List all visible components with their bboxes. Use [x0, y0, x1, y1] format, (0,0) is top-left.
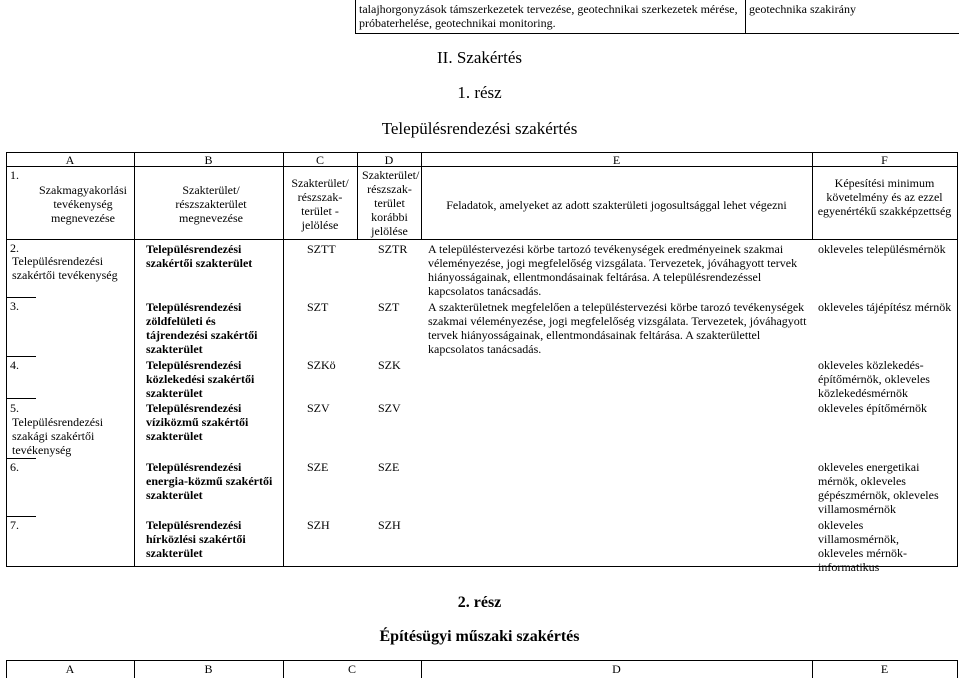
former-code-cell: SZT [378, 300, 400, 314]
former-code-cell: SZE [378, 460, 400, 474]
field-cell: Településrendezési víziközmű szakértői szakterület [146, 401, 249, 443]
code-cell: SZTT [307, 242, 336, 256]
qualification-cell: okleveles villamosmérnök, okleveles mérnök-informatikus [818, 518, 907, 574]
header-qualification: Képesítési minimum követelmény és az ezzel egyenértékű szakképzettség [817, 176, 952, 218]
field-cell: Településrendezési közlekedési szakértői szakterület [146, 358, 255, 400]
field-cell: Településrendezési szakértői szakterület [146, 242, 253, 270]
column-letter-a: A [65, 662, 75, 676]
column-letter-e: E [612, 153, 621, 167]
part-title: Építésügyi műszaki szakértés [379, 628, 580, 645]
column-letter-c: C [347, 662, 356, 676]
tasks-cell: A településtervezési körbe tartozó tevékenységek eredményeinek szakmai véleményezése, jogi megfelelőség vizsgálata. Tervezetek, jóváhagyott tervek hiányosságainak, ellentmondásainak feltárása. A településrendezéssel kapcsolatos tanácsadás. [428, 242, 798, 298]
code-cell: SZE [307, 460, 329, 474]
activity-cell: Településrendezési szakértői tevékenység [12, 254, 118, 282]
code-cell: SZV [307, 401, 330, 415]
code-cell: SZH [307, 518, 330, 532]
header-former-code: Szakterület/ részszak-terület korábbi jelölése [362, 168, 420, 238]
header-activity: Szakmagyakorlási tevékenység megnevezése [39, 183, 127, 225]
column-letter-a: A [65, 153, 75, 167]
field-cell: Településrendezési hírközlési szakértői szakterület [146, 518, 246, 560]
column-letter-d: D [612, 662, 621, 676]
row-number: 6. [10, 460, 19, 474]
former-code-cell: SZH [378, 518, 401, 532]
row-number: 2. [10, 241, 19, 255]
header-field: Szakterület/ részszakterület megnevezése [175, 183, 247, 225]
field-cell: Településrendezési energia-közmű szakértői szakterület [146, 460, 273, 502]
row-number: 7. [10, 518, 19, 532]
column-letter-d: D [384, 153, 394, 167]
former-code-cell: SZTR [378, 242, 408, 256]
column-letter-b: B [204, 662, 213, 676]
code-cell: SZT [307, 300, 329, 314]
qualification-cell: okleveles építőmérnök [818, 401, 927, 415]
field-cell: Településrendezési zöldfelületi és tájrendezési szakértői szakterület [146, 300, 258, 356]
tasks-cell: A szakterületnek megfelelően a településtervezési körbe tarozó tevékenységek szakmai véleményezése, jogi megfelelőség vizsgálata. Tervezetek, jóváhagyott tervek hiányosságainak, ellentmondásainak feltárása. A szakterülettel kapcsolatos tanácsadás. [428, 300, 807, 356]
code-cell: SZKö [307, 358, 336, 372]
row-number: 4. [10, 358, 19, 372]
section-heading: II. Szakértés [437, 48, 522, 67]
column-letter-e: E [880, 662, 889, 676]
column-letter-b: B [204, 153, 213, 167]
column-letter-c: C [315, 153, 324, 167]
row-number: 1. [10, 168, 19, 182]
row-number: 5. [10, 401, 19, 415]
part-subheading: 1. rész [457, 83, 502, 102]
top-table-right-cell: geotechnika szakirány [749, 2, 856, 16]
part-subheading: 2. rész [457, 594, 502, 611]
qualification-cell: okleveles településmérnök [818, 242, 946, 256]
part-title: Településrendezési szakértés [381, 119, 578, 138]
former-code-cell: SZV [378, 401, 401, 415]
former-code-cell: SZK [378, 358, 401, 372]
qualification-cell: okleveles közlekedés-építőmérnök, okleveles közlekedésmérnök [818, 358, 930, 400]
qualification-cell: okleveles tájépítész mérnök [818, 300, 952, 314]
column-letter-f: F [881, 153, 888, 167]
header-tasks: Feladatok, amelyeket az adott szakterületi jogosultsággal lehet végezni [446, 198, 787, 212]
top-table-left-cell: talajhorgonyzások támszerkezetek tervezése, geotechnikai szerkezetek mérése, próbaterhelése, geotechnikai monitoring. [359, 2, 738, 30]
activity-cell: Településrendezési szakági szakértői tevékenység [12, 415, 104, 457]
header-code: Szakterület/ részszak-terület - jelölése [291, 176, 349, 232]
qualification-cell: okleveles energetikai mérnök, okleveles gépészmérnök, okleveles villamosmérnök [818, 460, 939, 516]
row-number: 3. [10, 299, 19, 313]
